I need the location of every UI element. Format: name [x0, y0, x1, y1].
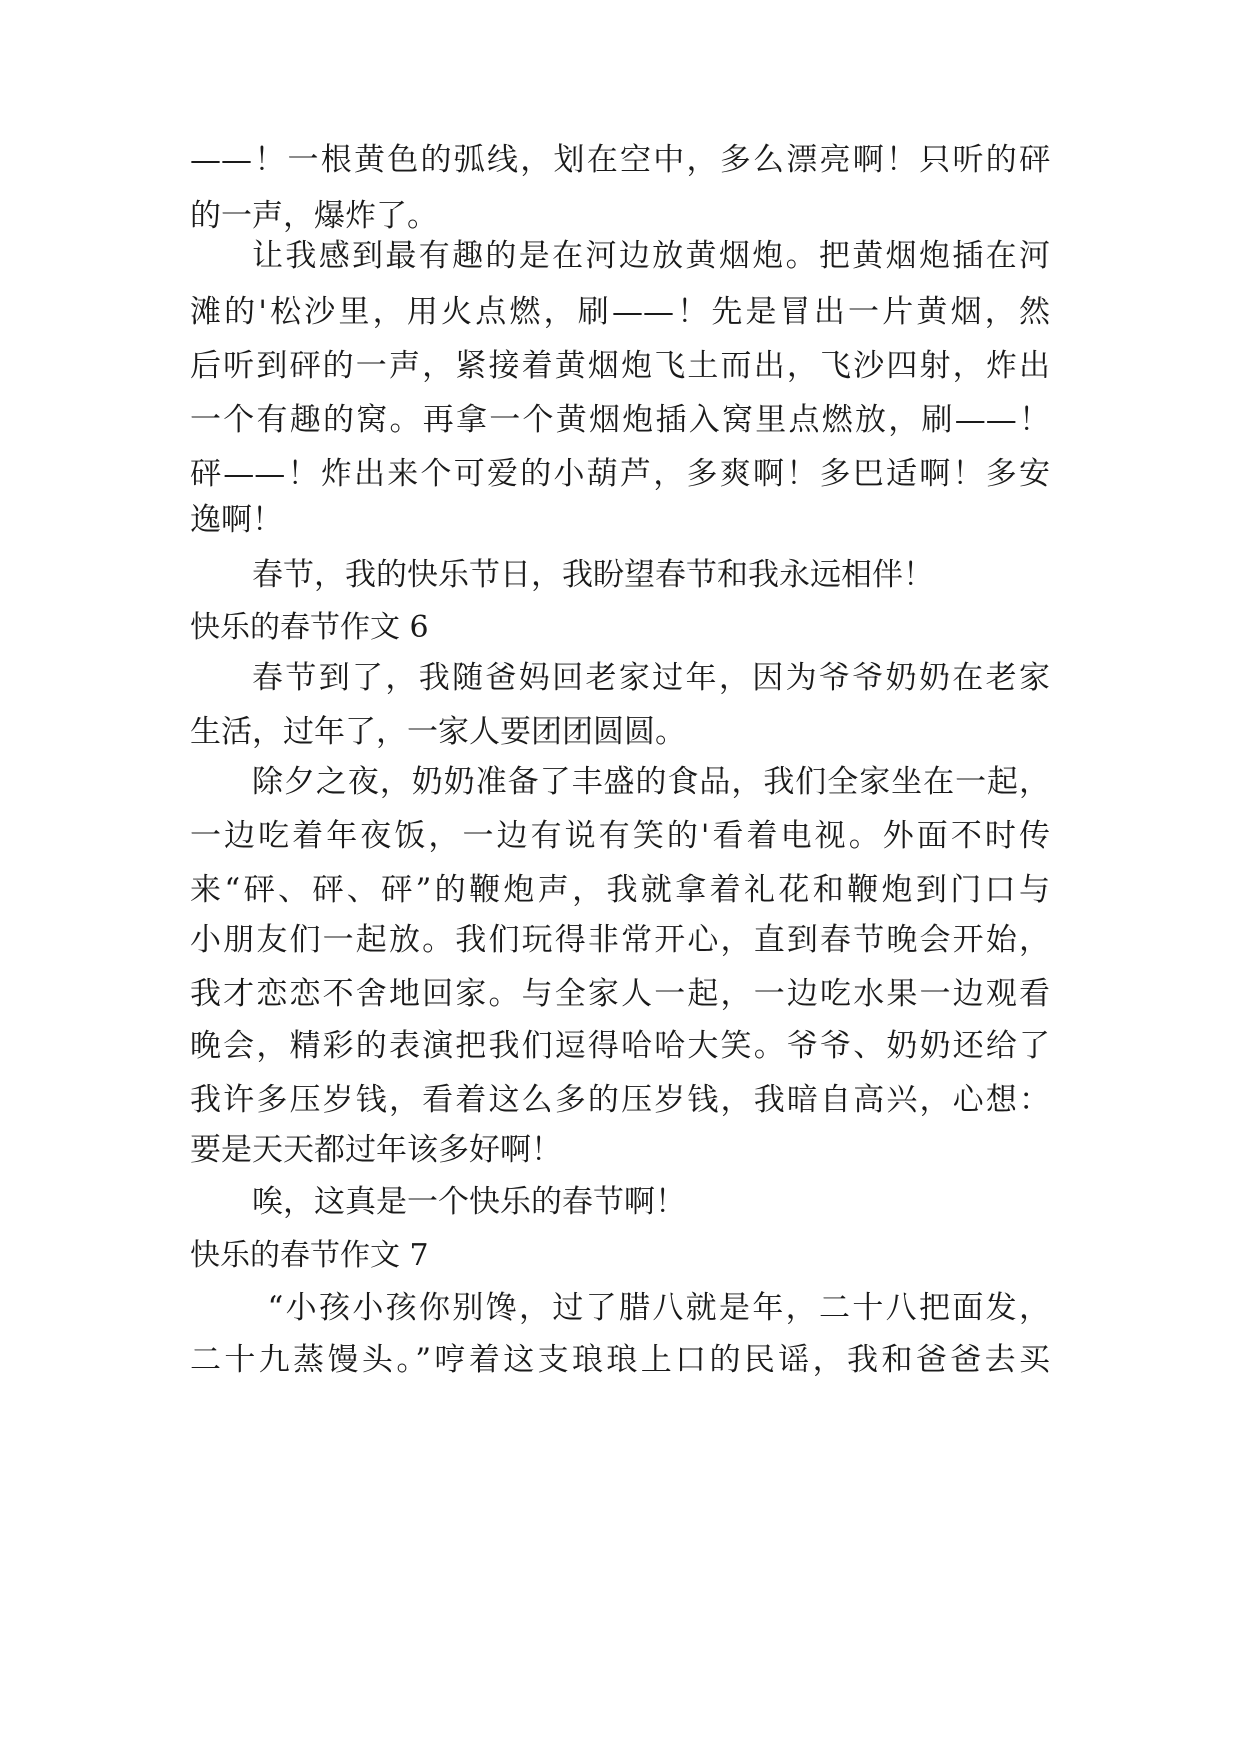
paragraph-line: 逸啊！ [190, 502, 283, 538]
paragraph-line: 一边吃着年夜饭，一边有说有笑的'看着电视。外面不时传 [190, 818, 1050, 854]
paragraph-line: 砰——！炸出来个可爱的小葫芦，多爽啊！多巴适啊！多安 [190, 456, 1050, 492]
paragraph-line: 生活，过年了，一家人要团团圆圆。 [190, 714, 686, 750]
section-heading: 快乐的春节作文 7 [190, 1238, 429, 1273]
paragraph-line: ——！一根黄色的弧线，划在空中，多么漂亮啊！只听的砰 [190, 142, 1050, 178]
section-heading: 快乐的春节作文 6 [190, 610, 429, 645]
paragraph-line: 一个有趣的窝。再拿一个黄烟炮插入窝里点燃放，刷——！ [190, 402, 1050, 438]
paragraph-line: 除夕之夜，奶奶准备了丰盛的食品，我们全家坐在一起， [252, 764, 1050, 800]
paragraph-line: 来“砰、砰、砰”的鞭炮声，我就拿着礼花和鞭炮到门口与 [190, 872, 1050, 908]
paragraph-line: 后听到砰的一声，紧接着黄烟炮飞土而出，飞沙四射，炸出 [190, 348, 1050, 384]
paragraph-line: 春节到了，我随爸妈回老家过年，因为爷爷奶奶在老家 [252, 660, 1050, 696]
paragraph-line: 晚会，精彩的表演把我们逗得哈哈大笑。爷爷、奶奶还给了 [190, 1028, 1050, 1064]
paragraph-line: 二十九蒸馒头。”哼着这支琅琅上口的民谣，我和爸爸去买 [190, 1342, 1050, 1378]
paragraph-line: 小朋友们一起放。我们玩得非常开心，直到春节晚会开始， [190, 922, 1050, 958]
paragraph-line: 让我感到最有趣的是在河边放黄烟炮。把黄烟炮插在河 [252, 238, 1050, 274]
paragraph-line: 要是天天都过年该多好啊！ [190, 1132, 562, 1168]
paragraph-line: 的一声，爆炸了。 [190, 198, 438, 234]
paragraph-line: 我许多压岁钱，看着这么多的压岁钱，我暗自高兴，心想： [190, 1082, 1050, 1118]
paragraph-line: “小孩小孩你别馋，过了腊八就是年，二十八把面发， [267, 1290, 1050, 1326]
paragraph-line: 唉，这真是一个快乐的春节啊！ [252, 1184, 686, 1220]
paragraph-line: 滩的'松沙里，用火点燃，刷——！先是冒出一片黄烟，然 [190, 294, 1050, 330]
paragraph-line: 春节，我的快乐节日，我盼望春节和我永远相伴！ [252, 557, 934, 593]
paragraph-line: 我才恋恋不舍地回家。与全家人一起，一边吃水果一边观看 [190, 976, 1050, 1012]
